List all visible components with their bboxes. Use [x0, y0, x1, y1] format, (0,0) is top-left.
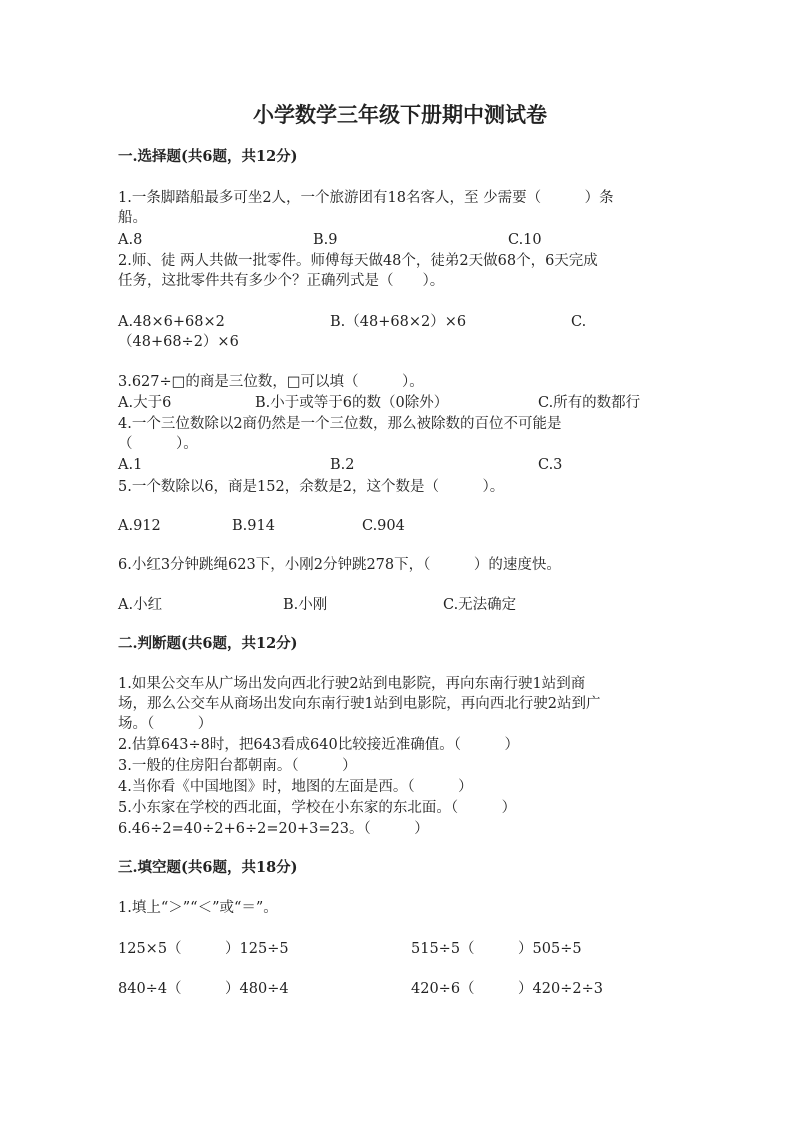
question-1-text-cont: 船。: [118, 210, 147, 226]
question-6-option-b: B.小刚: [283, 597, 328, 613]
page-title: 小学数学三年级下册期中测试卷: [253, 102, 547, 127]
question-3-text: 3.627÷□的商是三位数，□可以填（ ）。: [118, 374, 424, 390]
question-3-option-a: A.大于6: [118, 395, 172, 411]
fill-question-1-text: 1.填上“＞”“＜”或“＝”。: [118, 900, 278, 916]
question-3-option-b: B.小于或等于6的数（0除外）: [255, 395, 449, 411]
question-1-option-c: C.10: [508, 232, 542, 248]
question-5-option-c: C.904: [362, 518, 405, 534]
question-5-text: 5.一个数除以6，商是152，余数是2，这个数是（ ）。: [118, 479, 505, 495]
judge-question-2-text: 2.估算643÷8时，把643看成640比较接近准确值。（ ）: [118, 737, 519, 753]
question-6-option-a: A.小红: [118, 597, 163, 613]
question-2-option-c-cont: （48+68÷2）×6: [118, 334, 239, 350]
question-4-text: 4.一个三位数除以2商仍然是一个三位数，那么被除数的百位不可能是: [118, 416, 562, 432]
question-6-option-c: C.无法确定: [443, 597, 517, 613]
judge-question-5-text: 5.小东家在学校的西北面，学校在小东家的东北面。（ ）: [118, 800, 517, 816]
judge-question-1-text-cont: 场，那么公交车从商场出发向东南行驶1站到电影院，再向西北行驶2站到广: [118, 696, 601, 712]
question-4-option-a: A.1: [118, 457, 143, 473]
question-2-text: 2.师、徒 两人共做一批零件。师傅每天做48个，徒弟2天做68个，6天完成: [118, 253, 598, 269]
question-2-option-c: C.: [571, 314, 587, 330]
question-1-option-a: A.8: [118, 232, 143, 248]
question-2-option-a: A.48×6+68×2: [118, 314, 225, 330]
question-3-option-c: C.所有的数都行: [538, 395, 641, 411]
question-6-text: 6.小红3分钟跳绳623下，小刚2分钟跳278下，（ ）的速度快。: [118, 557, 561, 573]
question-1-option-b: B.9: [313, 232, 338, 248]
fill-item-3: 840÷4（ ）480÷4: [118, 981, 289, 997]
question-4-text-cont: （ ）。: [118, 436, 198, 452]
judge-question-1-text: 1.如果公交车从广场出发向西北行驶2站到电影院，再向东南行驶1站到商: [118, 676, 586, 692]
fill-item-1: 125×5（ ）125÷5: [118, 941, 289, 957]
section-heading-choice: 一.选择题(共6题，共12分): [118, 148, 298, 165]
question-4-option-c: C.3: [538, 457, 563, 473]
question-1-text: 1.一条脚踏船最多可坐2人，一个旅游团有18名客人，至 少需要（ ）条: [118, 190, 614, 206]
judge-question-4-text: 4.当你看《中国地图》时，地图的左面是西。（ ）: [118, 779, 473, 795]
question-4-option-b: B.2: [330, 457, 355, 473]
question-5-option-a: A.912: [118, 518, 161, 534]
fill-item-2: 515÷5（ ）505÷5: [411, 941, 582, 957]
judge-question-3-text: 3.一般的住房阳台都朝南。（ ）: [118, 758, 357, 774]
judge-question-1-text-end: 场。（ ）: [118, 716, 213, 732]
question-2-option-b: B.（48+68×2）×6: [330, 314, 467, 330]
section-heading-fill: 三.填空题(共6题，共18分): [118, 859, 298, 876]
fill-item-4: 420÷6（ ）420÷2÷3: [411, 981, 603, 997]
section-heading-judge: 二.判断题(共6题，共12分): [118, 635, 298, 652]
question-2-text-cont: 任务，这批零件共有多少个？正确列式是（ ）。: [118, 273, 445, 289]
question-5-option-b: B.914: [232, 518, 275, 534]
judge-question-6-text: 6.46÷2=40÷2+6÷2=20+3=23。（ ）: [118, 821, 429, 837]
